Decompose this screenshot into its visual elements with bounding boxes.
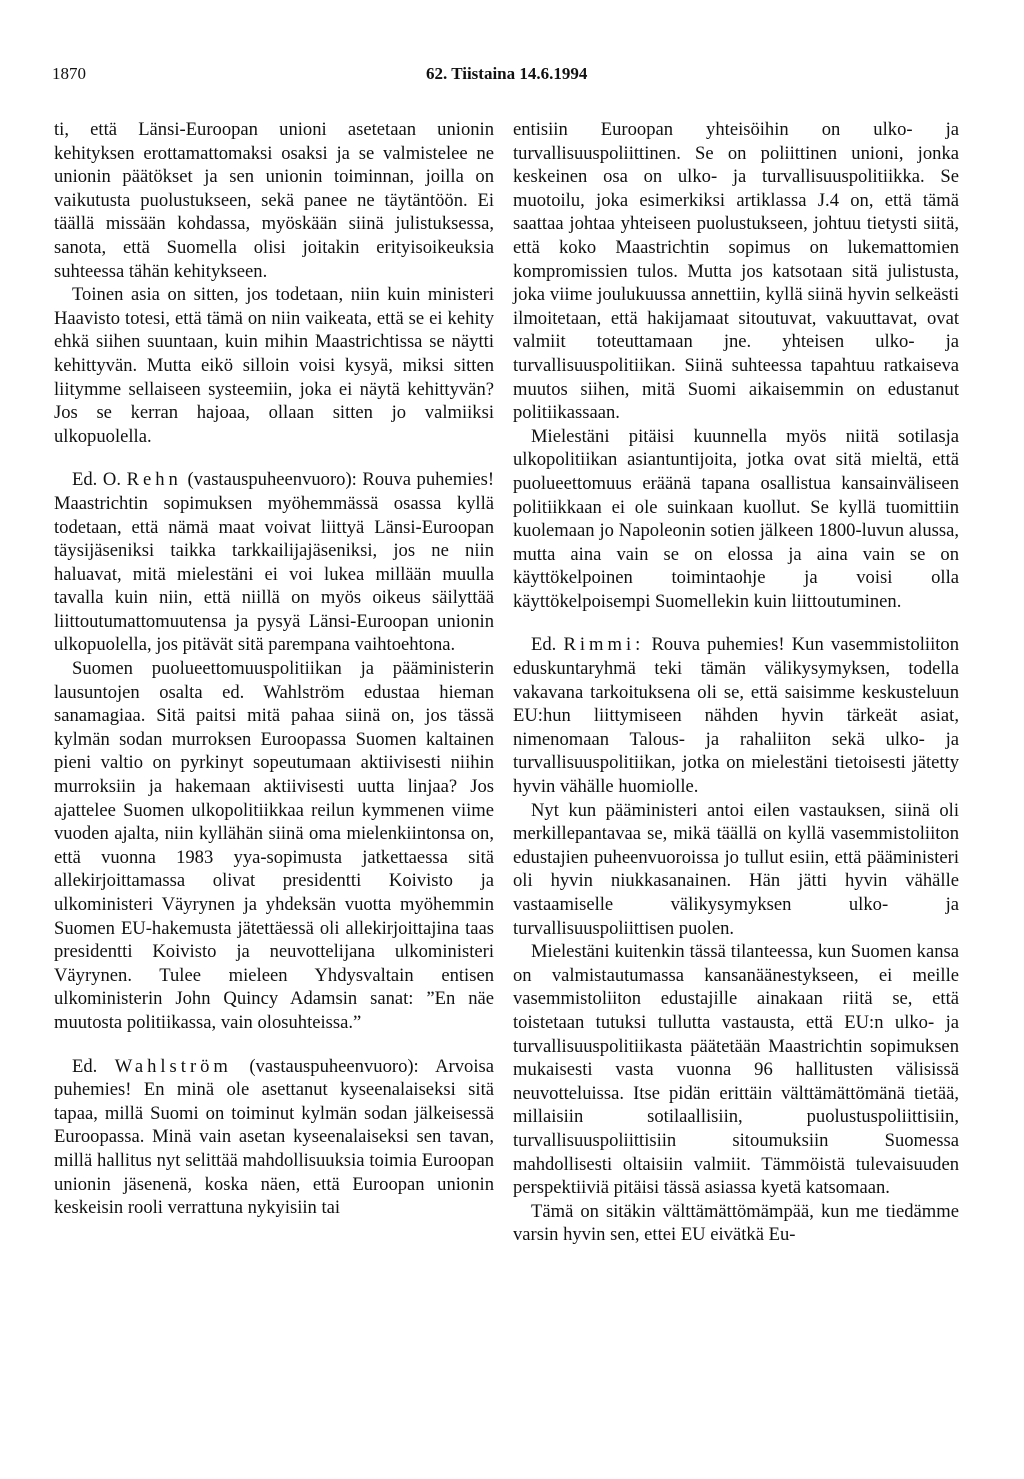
paragraph: Mielestäni pitäisi kuunnella myös niitä sotilasja ulkopolitiikan asiantuntijoita, jotka ovat sitä mieltä, että puolueettomuus eräänä tapana osallistua kansainväliseen politiikkaan ei ole suinkaan kuollut. Se kyllä tuomittiin kuolemaan jo Napoleonin sotien jälkeen 1800-luvun alussa, mutta aina vain se on elossa ja aina vain se on käyttökelpoinen toimintaohje ja voisi olla käyttökelpoisempi Suomellekin kuin liittoutuminen. [513, 425, 959, 612]
speaker-prefix: Ed. O. [72, 469, 121, 491]
page-header [52, 62, 972, 86]
speech-text: (vastauspuheenvuoro): Rouva puhemies! Maastrichtin sopimuksen myöhemmässä osassa kyllä todetaan, että nämä maat voivat liittyä Länsi-Euroopan täysijäseniksi taikka tarkkailijajäseniksi, jos ne niin haluavat, mitä mielestäni ei voi lukea millään muulla tavalla kuin niin, että niillä on myös oikeus säilyttää liittoutumattomuutensa ja pysyä Länsi-Euroopan unionin ulkopuolella, jos pitävät sitä parempana vaihtoehtona. [54, 469, 495, 656]
paragraph: Tämä on sitäkin välttämättömämpää, kun me tiedämme varsin hyvin sen, ettei EU eivätkä Eu- [513, 1200, 959, 1246]
paragraph: entisiin Euroopan yhteisöihin on ulko- ja turvallisuuspoliittinen. Se on poliittinen unioni, jonka keskeinen osa on ulko- ja turvallisuuspolitiikka. Se muotoilu, joka esimerkiksi artiklassa J.4 on, että tämä saattaa johtaa yhteiseen puolustukseen, johtuu tietysti siitä, että koko Maastrichtin sopimus on lukemattomien kompromissien tulos. Mutta jos katsotaan sitä julistusta, joka viime joulukuussa annettiin, kyllä siinä hyvin selkeästi ilmoitetaan, että hakijamaat sitoutuvat, vakuuttavat, ovat valmiit toteuttamaan jne. yhteisen ulko- ja turvallisuuspolitiikan. Siinä suhteessa tapahtuu ratkaiseva muutos siihen, mitä Suomi aikaisemmin on edustanut politiikassaan. [513, 119, 959, 424]
speaker-prefix: Ed. [531, 634, 557, 656]
page-number: 1870 [52, 64, 86, 83]
speaker-name: Rehn [126, 469, 182, 491]
speech-paragraph [54, 1055, 494, 1220]
speech-paragraph [54, 468, 494, 657]
right-column [513, 118, 959, 1247]
paragraph: ti, että Länsi-Euroopan unioni asetetaan unionin kehityksen erottamattomaksi osaksi ja se valmistelee ne unionin päätökset ja sen unionin toiminnan, joilla on vaikutusta puolustukseen, sekä panee ne täytäntöön. Ei täällä missään kohdassa, myöskään siinä julistuksessa, sanota, että Suomella olisi joitakin erityisoikeuksia suhteessa tähän kehitykseen. [54, 119, 494, 282]
speaker-name: Wahlström [114, 1055, 232, 1077]
left-column [54, 118, 494, 1220]
paragraph: Suomen puolueettomuuspolitiikan ja pääministerin lausuntojen osalta ed. Wahlström edustaa hieman sanamagiaa. Sitä paitsi mitä pahaa siinä on, jos tässä kylmän sodan murroksen Euroopassa Suomen kaltainen pieni valtio on pyrkinyt sopeutumaan aktiivisesti niihin murroksiin ja hakemaan aktiivisesti uutta linjaa? Jos ajattelee Suomen ulkopolitiikkaa reilun kymmenen viime vuoden ajalta, niin kyllähän siinä oma mielenkiintonsa on, että vuonna 1983 yya-sopimusta jatkettaessa sitä allekirjoittamassa olivat presidentti Koivisto ja ulkoministeri Väyrynen ja yhdeksän vuotta myöhemmin Suomen EU-hakemusta jätettäessä oli allekirjoittajina taas presidentti Koivisto ja neuvottelijana ulkoministeri Väyrynen. Tulee mieleen Yhdysvaltain entisen ulkoministerin John Quincy Adamsin sanat: ”En näe muutosta politiikassa, vain olosuhteissa.” [54, 658, 494, 1033]
speaker-prefix: Ed. [72, 1055, 98, 1077]
speech-text: (vastauspuheenvuoro): Arvoisa puhemies! En minä ole asettanut kyseenalaiseksi sitä tapaa, millä Suomi on toiminut kylmän sodan jälkeisessä Euroopassa. Minä vain asetan kyseenalaiseksi sen tavan, millä hallitus nyt selittää mahdollisuuksia toimia Euroopan unionin jäsenenä, koska näen, että Euroopan unionin keskeisin rooli verrattuna nykyisiin tai [54, 1055, 495, 1219]
paragraph: Toinen asia on sitten, jos todetaan, niin kuin ministeri Haavisto totesi, että tämä on niin vaikeata, että se ei kehity ehkä siihen suuntaan, kuin mihin Maastrichtissa se näytti kehittyvän. Mutta eikö silloin voisi kysyä, miksi sitten liitymme sellaiseen systeemiin, joka ei näytä kehittyvän? Jos se kerran hajoaa, ollaan sitten jo valmiiksi ulkopuolella. [54, 284, 494, 447]
paragraph: Nyt kun pääministeri antoi eilen vastauksen, siinä oli merkillepantavaa se, mikä täällä on kyllä vasemmistoliiton edustajien puheenvuoroissa jo tullut esiin, että pääministeri oli hyvin niukkasanainen. Hän jätti hyvin vähälle vastaamiselle välikysymyksen ulko- ja turvallisuuspoliittisen puolen. [513, 799, 959, 939]
speech-paragraph [513, 633, 959, 798]
paragraph: Mielestäni kuitenkin tässä tilanteessa, kun Suomen kansa on valmistautumassa kansanäänestykseen, ei meille vasemmistoliiton edustajille ainakaan riitä se, että toistetaan tutuksi tullutta vastausta, että EU:n ulko- ja turvallisuuspolitiikasta päätetään Maastrichtin sopimuksen mukaisesti vasta vuonna 96 hallitusten välisissä neuvotteluissa. Itse pidän erittäin välttämättömänä tietää, millaisiin sotilaallisiin, puolustuspoliittisiin, turvallisuuspoliittisiin sitoumuksiin Suomessa mahdollisesti oltaisiin valmiit. Tämmöistä tulevaisuuden perspektiiviä pitäisi tässä asiassa kyetä katsomaan. [513, 941, 959, 1199]
speech-text: Rouva puhemies! Kun vasemmistoliiton eduskuntaryhmä teki tämän välikysymyksen, todella vakavana tarkoituksena oli se, että saisimme keskusteluun EU:hun liittymiseen nähden hyvin tärkeät asiat, nimenomaan Talous- ja rahaliiton sekä ulko- ja turvallisuuspolitiikan, jotka on mielestäni tietoisesti jätetty hyvin vähälle huomiolle. [513, 634, 959, 798]
speaker-name: Rimmi: [563, 634, 645, 656]
session-info: 62. Tiistaina 14.6.1994 [426, 64, 588, 83]
